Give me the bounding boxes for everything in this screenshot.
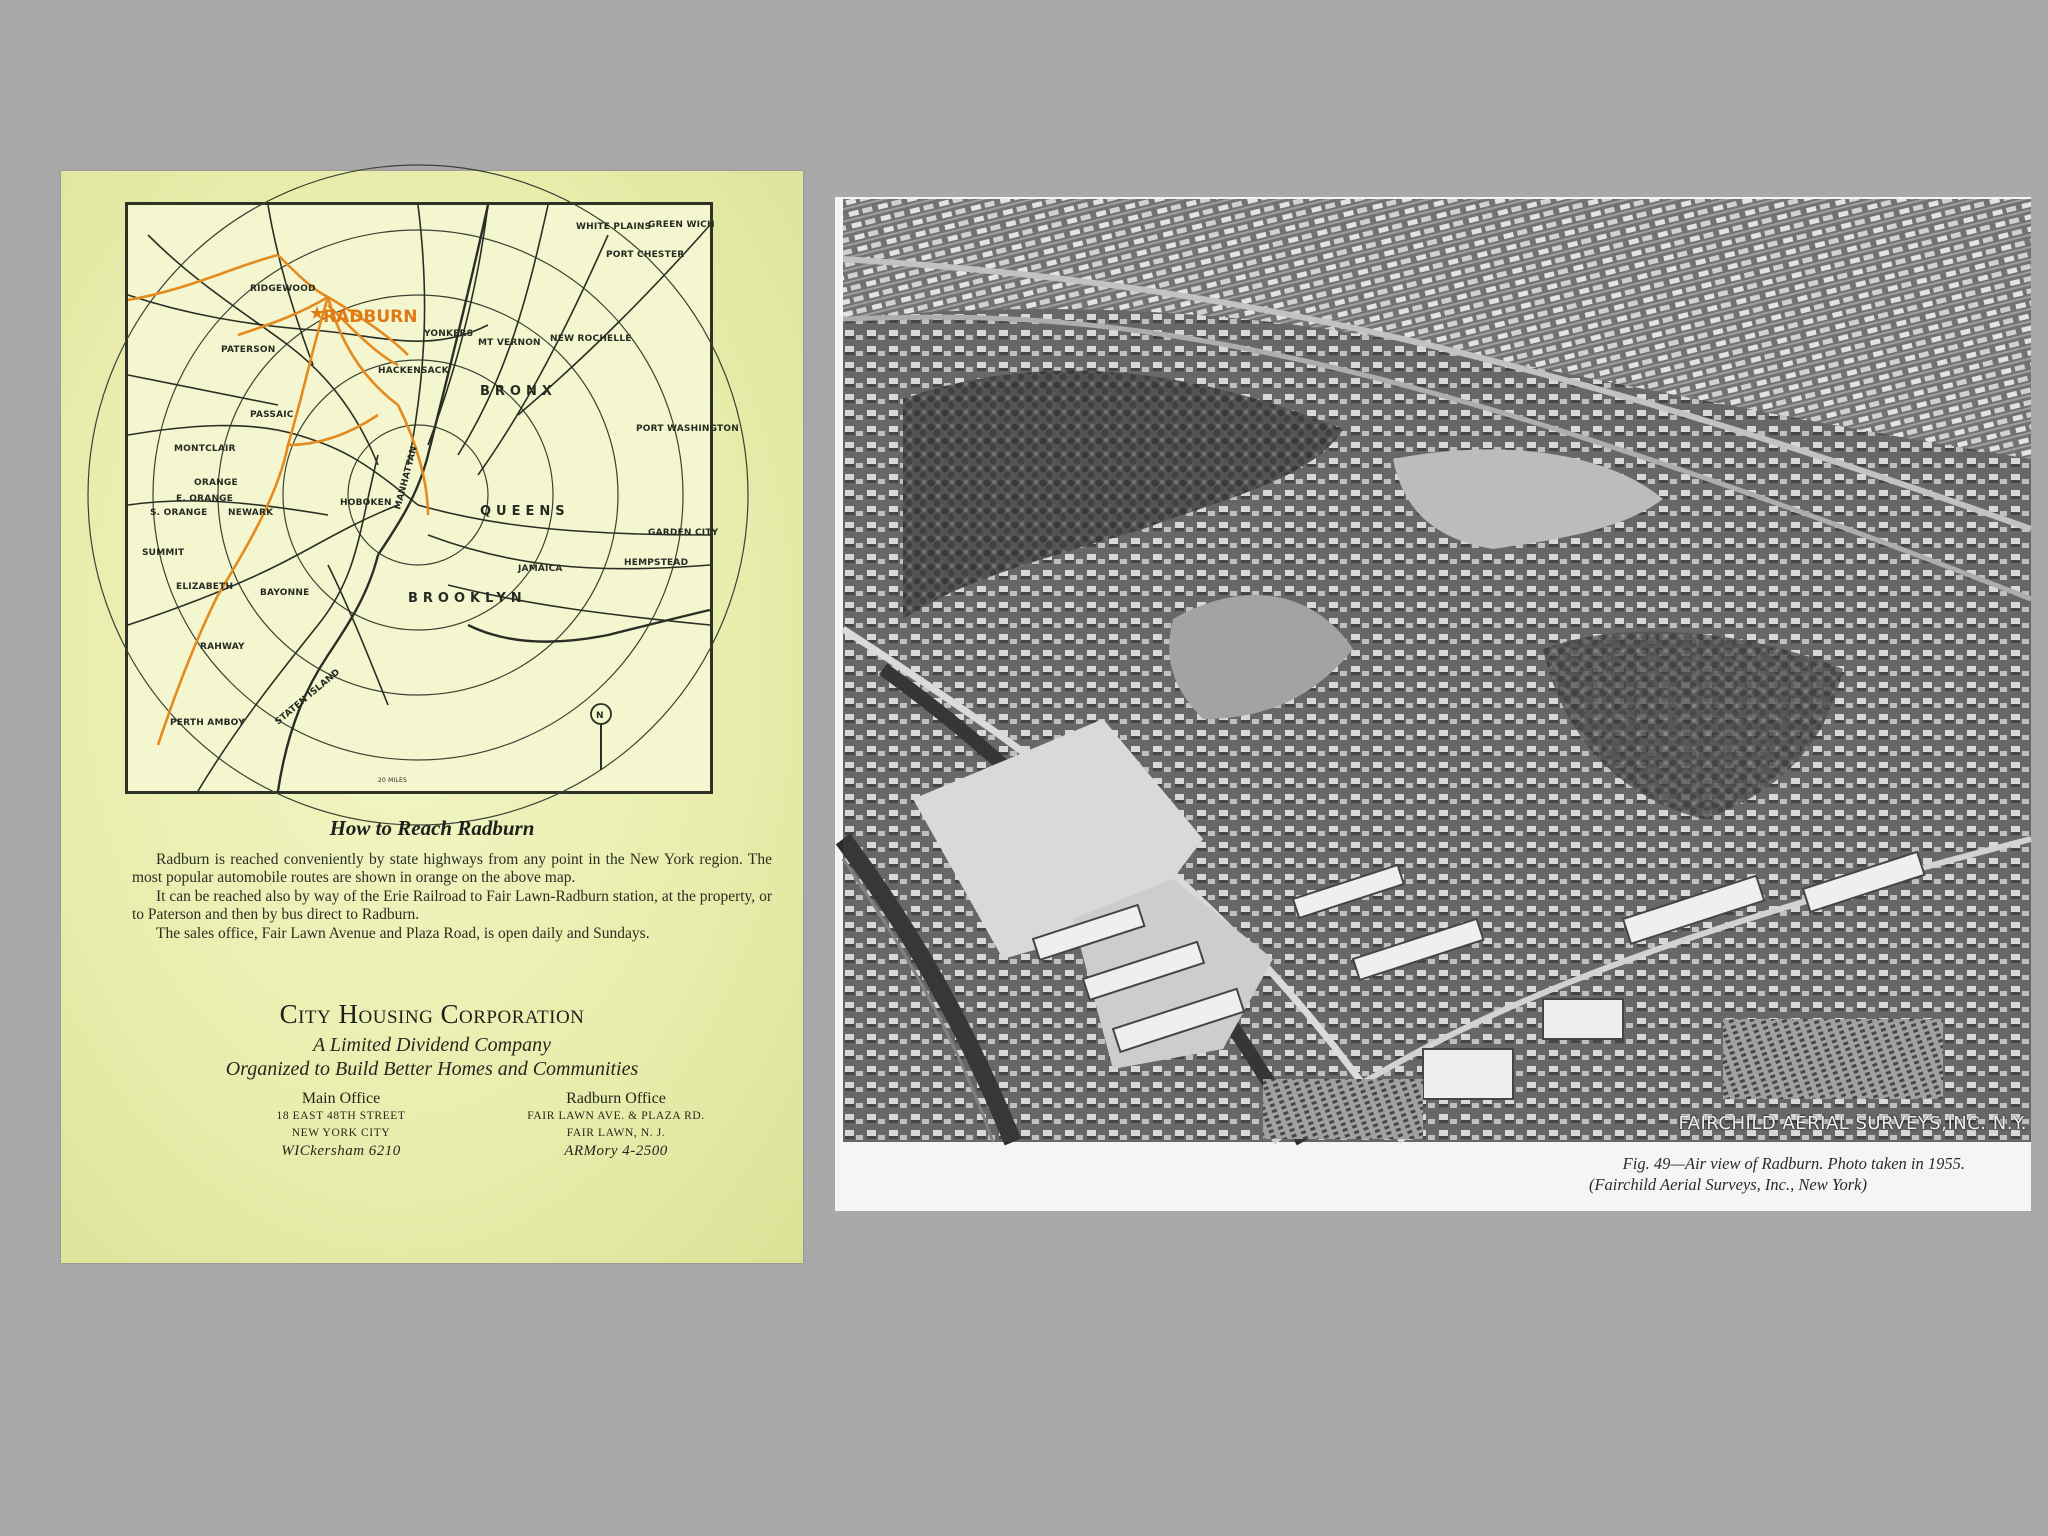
radburn-star-icon: ★ [309,303,326,324]
how-to-reach-heading: How to Reach Radburn [329,816,535,840]
directions-paragraph: The sales office, Fair Lawn Avenue and Plaza Road, is open daily and Sundays. [156,925,650,942]
brochure-page [61,171,803,1263]
svg-text:N: N [596,711,604,721]
north-arrow-icon [591,704,611,770]
map-label-hoboken: HOBOKEN [340,498,392,508]
radburn-office-phone: ARMory 4-2500 [564,1143,668,1159]
company-mission: Organized to Build Better Homes and Communities [225,1058,639,1080]
aerial-photo [843,199,2031,1142]
radburn-office-address: FAIR LAWN AVE. & PLAZA RD. [527,1110,705,1122]
main-office-title: Main Office [301,1090,381,1107]
map-label-radburn: RADBURN [323,307,418,327]
map-label-perth-amboy: PERTH AMBOY [170,718,245,728]
map-label-passaic: PASSAIC [250,410,294,420]
directions-paragraph: Radburn is reached conveniently by state highways from any point in the New York region. The most popular automobile routes are shown in orange on the above map. [132,851,772,886]
aerial-photo-page [835,197,2031,1211]
map-label-new-rochelle: NEW ROCHELLE [550,334,632,344]
map-label-bayonne: BAYONNE [260,588,310,598]
map-label-manhattan: MANHATTAN [393,445,420,511]
map-label-newark: NEWARK [228,508,274,518]
map-label-s-orange: S. ORANGE [150,508,208,518]
map-label-port-chester: PORT CHESTER [606,250,685,260]
map-label-montclair: MONTCLAIR [174,444,236,454]
map-label-hackensack: HACKENSACK [378,366,449,376]
radburn-office-title: Radburn Office [566,1090,666,1107]
map-label-yonkers: YONKERS [424,329,474,339]
map-label-mt-vernon: MT VERNON [478,338,541,348]
photo-credit-watermark: FAIRCHILD AERIAL SURVEYS,INC. N.Y. [1678,1113,2027,1134]
directions-text [132,851,772,945]
aerial-photo-graphic [843,199,2031,1142]
company-tagline: A Limited Dividend Company [313,1034,551,1056]
main-office-city: NEW YORK CITY [291,1127,391,1139]
map-label-staten-island: STATEN ISLAND [273,667,343,728]
caption-credit-line: (Fairchild Aerial Surveys, Inc., New York) [1588,1175,1867,1194]
map-label-greenwich: GREEN WICH [648,220,715,230]
main-office-phone: WICkersham 6210 [281,1143,401,1159]
map-label-garden-city: GARDEN CITY [648,528,719,538]
directions-paragraph: It can be reached also by way of the Erie Railroad to Fair Lawn-Radburn station, at the property, or to Paterson and then by bus direct to Radburn. [132,888,772,923]
radburn-office-city: FAIR LAWN, N. J. [566,1127,666,1139]
map-label-elizabeth: ELIZABETH [176,582,234,592]
photo-caption [835,1153,1965,1195]
radburn-office-block [426,1089,806,1160]
map-label-rahway: RAHWAY [200,642,245,652]
map-label-hempstead: HEMPSTEAD [624,558,689,568]
caption-line: Fig. 49—Air view of Radburn. Photo taken in 1955. [1622,1154,1965,1173]
map-label-jamaica: JAMAICA [518,564,563,574]
map-label-e-orange: E. ORANGE [176,494,234,504]
map-label-miles: 20 MILES [378,777,408,784]
map-label-bronx: BRONX [480,384,557,399]
map-label-summit: SUMMIT [142,548,185,558]
map-label-queens: QUEENS [480,504,570,519]
region-map [125,202,739,794]
map-label-ridgewood: RIDGEWOOD [250,284,316,294]
main-office-address: 18 EAST 48TH STREET [276,1110,406,1122]
map-label-orange: ORANGE [194,478,238,488]
map-graphic [128,205,739,791]
map-label-paterson: PATERSON [221,345,276,355]
map-label-brooklyn: BROOKLYN [408,591,527,606]
map-label-port-washington: PORT WASHINGTON [636,424,739,434]
map-label-white-plains: WHITE PLAINS [576,222,652,232]
company-name: City Housing Corporation [279,999,585,1029]
